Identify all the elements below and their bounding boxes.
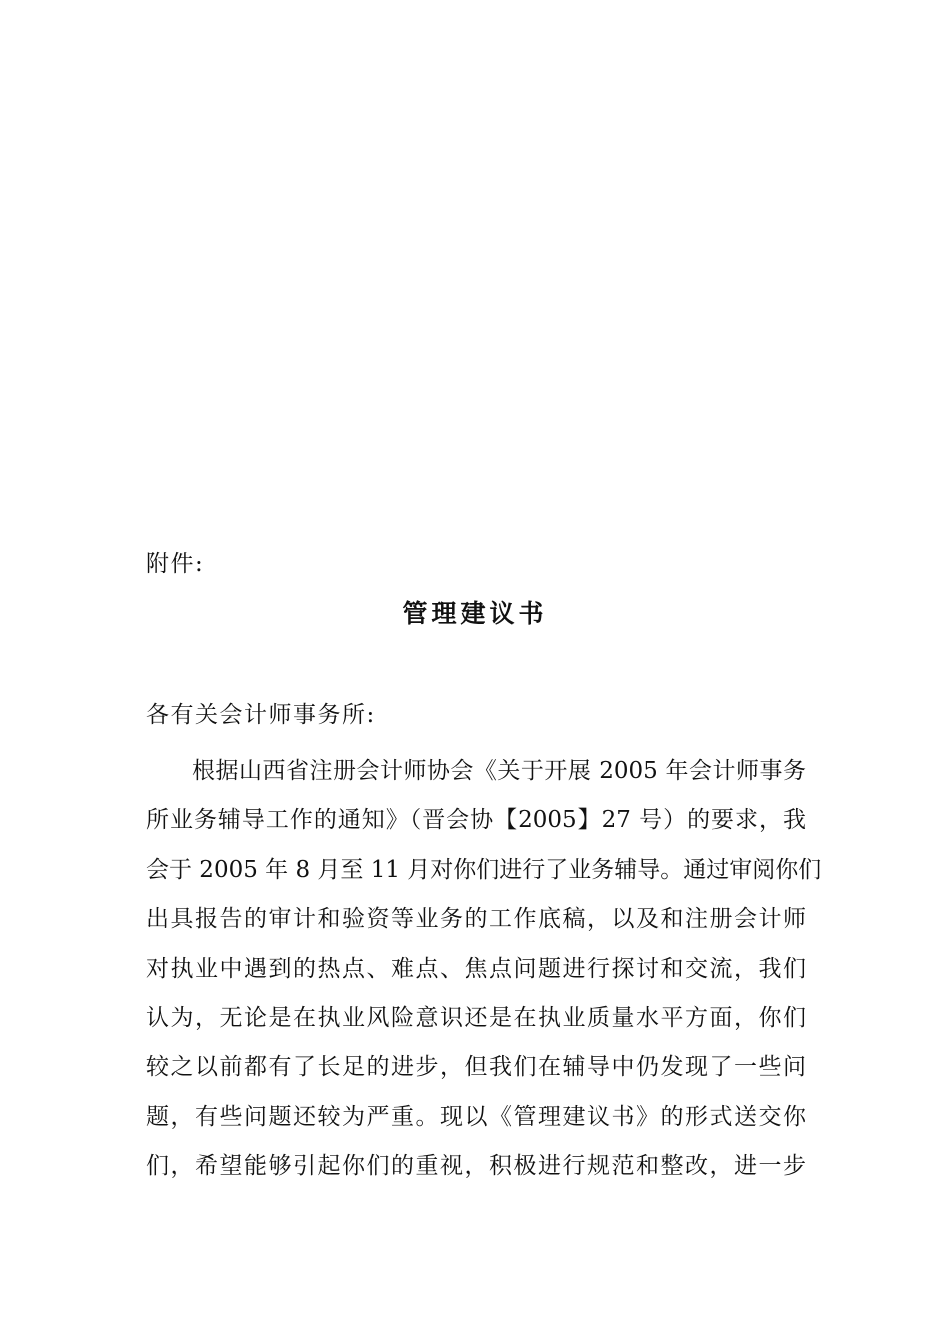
body-line: 对执业中遇到的热点、难点、焦点问题进行探讨和交流，我们	[146, 955, 806, 982]
salutation: 各有关会计师事务所:	[146, 702, 376, 728]
body-paragraph	[146, 747, 822, 1192]
body-line: 题，有些问题还较为严重。现以《管理建议书》的形式送交你	[146, 1103, 806, 1130]
body-line: 出具报告的审计和验资等业务的工作底稿，以及和注册会计师	[146, 906, 806, 933]
body-line: 们，希望能够引起你们的重视，积极进行规范和整改，进一步	[146, 1153, 806, 1180]
body-line: 根据山西省注册会计师协会《关于开展 2005 年会计师事务	[192, 758, 806, 784]
body-line: 会于 2005 年 8 月至 11 月对你们进行了业务辅导。通过审阅你们	[146, 856, 822, 883]
body-line: 所业务辅导工作的通知》（晋会协【2005】27 号）的要求，我	[146, 807, 806, 834]
body-line: 较之以前都有了长足的进步，但我们在辅导中仍发现了一些问	[146, 1054, 806, 1081]
body-line: 认为，无论是在执业风险意识还是在执业质量水平方面，你们	[146, 1004, 806, 1031]
document-title: 管理建议书	[402, 599, 548, 628]
attachment-label: 附件:	[146, 551, 205, 577]
